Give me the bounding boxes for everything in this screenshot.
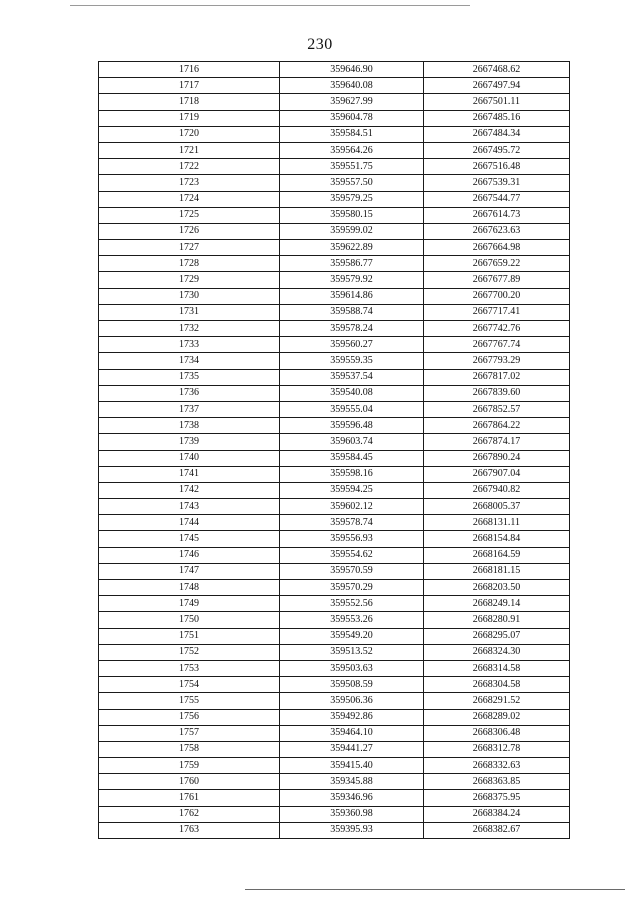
table-row [99, 466, 570, 482]
x-coordinate-cell: 359578.24 [280, 321, 424, 337]
x-coordinate-cell: 359599.02 [280, 223, 424, 239]
y-coordinate-cell: 2667677.89 [424, 272, 570, 288]
point-number-cell: 1754 [99, 677, 280, 693]
y-coordinate-cell: 2668314.58 [424, 660, 570, 676]
table-row [99, 369, 570, 385]
coordinates-table [98, 61, 570, 839]
y-coordinate-cell: 2668332.63 [424, 758, 570, 774]
x-coordinate-cell: 359415.40 [280, 758, 424, 774]
y-coordinate-cell: 2668131.11 [424, 515, 570, 531]
point-number-cell: 1745 [99, 531, 280, 547]
x-coordinate-cell: 359508.59 [280, 677, 424, 693]
point-number-cell: 1752 [99, 644, 280, 660]
table-row [99, 353, 570, 369]
bottom-rule [245, 889, 625, 890]
x-coordinate-cell: 359580.15 [280, 207, 424, 223]
table-row [99, 790, 570, 806]
point-number-cell: 1747 [99, 563, 280, 579]
point-number-cell: 1746 [99, 547, 280, 563]
y-coordinate-cell: 2667907.04 [424, 466, 570, 482]
table-row [99, 385, 570, 401]
table-row [99, 337, 570, 353]
x-coordinate-cell: 359559.35 [280, 353, 424, 369]
table-row [99, 709, 570, 725]
y-coordinate-cell: 2667539.31 [424, 175, 570, 191]
y-coordinate-cell: 2667497.94 [424, 78, 570, 94]
table-row [99, 644, 570, 660]
y-coordinate-cell: 2667793.29 [424, 353, 570, 369]
table-row [99, 304, 570, 320]
table-row [99, 741, 570, 757]
y-coordinate-cell: 2667516.48 [424, 159, 570, 175]
point-number-cell: 1760 [99, 774, 280, 790]
y-coordinate-cell: 2668291.52 [424, 693, 570, 709]
table-row [99, 628, 570, 644]
point-number-cell: 1743 [99, 499, 280, 515]
table-row [99, 110, 570, 126]
x-coordinate-cell: 359549.20 [280, 628, 424, 644]
point-number-cell: 1726 [99, 223, 280, 239]
table-row [99, 62, 570, 78]
x-coordinate-cell: 359570.29 [280, 580, 424, 596]
x-coordinate-cell: 359441.27 [280, 741, 424, 757]
x-coordinate-cell: 359553.26 [280, 612, 424, 628]
y-coordinate-cell: 2668306.48 [424, 725, 570, 741]
table-row [99, 207, 570, 223]
y-coordinate-cell: 2668181.15 [424, 563, 570, 579]
table-row [99, 774, 570, 790]
point-number-cell: 1762 [99, 806, 280, 822]
point-number-cell: 1737 [99, 401, 280, 417]
x-coordinate-cell: 359584.51 [280, 126, 424, 142]
table-row [99, 547, 570, 563]
point-number-cell: 1724 [99, 191, 280, 207]
table-row [99, 272, 570, 288]
table-row [99, 94, 570, 110]
point-number-cell: 1751 [99, 628, 280, 644]
table-row [99, 240, 570, 256]
page-number: 230 [307, 36, 333, 53]
table-row [99, 693, 570, 709]
x-coordinate-cell: 359537.54 [280, 369, 424, 385]
table-row [99, 418, 570, 434]
y-coordinate-cell: 2667468.62 [424, 62, 570, 78]
point-number-cell: 1755 [99, 693, 280, 709]
y-coordinate-cell: 2668295.07 [424, 628, 570, 644]
x-coordinate-cell: 359540.08 [280, 385, 424, 401]
point-number-cell: 1739 [99, 434, 280, 450]
point-number-cell: 1740 [99, 450, 280, 466]
x-coordinate-cell: 359622.89 [280, 240, 424, 256]
table-row [99, 482, 570, 498]
x-coordinate-cell: 359603.74 [280, 434, 424, 450]
point-number-cell: 1717 [99, 78, 280, 94]
x-coordinate-cell: 359346.96 [280, 790, 424, 806]
y-coordinate-cell: 2668324.30 [424, 644, 570, 660]
y-coordinate-cell: 2667614.73 [424, 207, 570, 223]
y-coordinate-cell: 2668312.78 [424, 741, 570, 757]
y-coordinate-cell: 2668280.91 [424, 612, 570, 628]
table-row [99, 191, 570, 207]
table-row [99, 434, 570, 450]
x-coordinate-cell: 359596.48 [280, 418, 424, 434]
point-number-cell: 1733 [99, 337, 280, 353]
y-coordinate-cell: 2668384.24 [424, 806, 570, 822]
table-row [99, 321, 570, 337]
table-row [99, 142, 570, 158]
x-coordinate-cell: 359556.93 [280, 531, 424, 547]
point-number-cell: 1720 [99, 126, 280, 142]
point-number-cell: 1758 [99, 741, 280, 757]
point-number-cell: 1723 [99, 175, 280, 191]
point-number-cell: 1721 [99, 142, 280, 158]
y-coordinate-cell: 2667501.11 [424, 94, 570, 110]
top-rule [70, 5, 470, 6]
x-coordinate-cell: 359557.50 [280, 175, 424, 191]
x-coordinate-cell: 359564.26 [280, 142, 424, 158]
point-number-cell: 1718 [99, 94, 280, 110]
y-coordinate-cell: 2667742.76 [424, 321, 570, 337]
table-row [99, 223, 570, 239]
table-row [99, 126, 570, 142]
x-coordinate-cell: 359604.78 [280, 110, 424, 126]
y-coordinate-cell: 2667544.77 [424, 191, 570, 207]
point-number-cell: 1748 [99, 580, 280, 596]
y-coordinate-cell: 2668375.95 [424, 790, 570, 806]
x-coordinate-cell: 359555.04 [280, 401, 424, 417]
x-coordinate-cell: 359554.62 [280, 547, 424, 563]
point-number-cell: 1719 [99, 110, 280, 126]
table-row [99, 612, 570, 628]
y-coordinate-cell: 2667623.63 [424, 223, 570, 239]
x-coordinate-cell: 359360.98 [280, 806, 424, 822]
table-row [99, 515, 570, 531]
y-coordinate-cell: 2667817.02 [424, 369, 570, 385]
y-coordinate-cell: 2667659.22 [424, 256, 570, 272]
y-coordinate-cell: 2667700.20 [424, 288, 570, 304]
x-coordinate-cell: 359594.25 [280, 482, 424, 498]
y-coordinate-cell: 2668249.14 [424, 596, 570, 612]
x-coordinate-cell: 359584.45 [280, 450, 424, 466]
x-coordinate-cell: 359579.92 [280, 272, 424, 288]
point-number-cell: 1727 [99, 240, 280, 256]
x-coordinate-cell: 359513.52 [280, 644, 424, 660]
table-row [99, 401, 570, 417]
table-row [99, 450, 570, 466]
point-number-cell: 1732 [99, 321, 280, 337]
x-coordinate-cell: 359570.59 [280, 563, 424, 579]
point-number-cell: 1729 [99, 272, 280, 288]
y-coordinate-cell: 2667864.22 [424, 418, 570, 434]
table-row [99, 660, 570, 676]
x-coordinate-cell: 359614.86 [280, 288, 424, 304]
y-coordinate-cell: 2667874.17 [424, 434, 570, 450]
y-coordinate-cell: 2667839.60 [424, 385, 570, 401]
y-coordinate-cell: 2667890.24 [424, 450, 570, 466]
table-row [99, 288, 570, 304]
table-row [99, 758, 570, 774]
table-row [99, 175, 570, 191]
point-number-cell: 1736 [99, 385, 280, 401]
y-coordinate-cell: 2667484.34 [424, 126, 570, 142]
y-coordinate-cell: 2668164.59 [424, 547, 570, 563]
table-row [99, 580, 570, 596]
table-row [99, 596, 570, 612]
x-coordinate-cell: 359492.86 [280, 709, 424, 725]
y-coordinate-cell: 2667717.41 [424, 304, 570, 320]
table-row [99, 531, 570, 547]
y-coordinate-cell: 2668203.50 [424, 580, 570, 596]
x-coordinate-cell: 359395.93 [280, 822, 424, 838]
point-number-cell: 1734 [99, 353, 280, 369]
x-coordinate-cell: 359560.27 [280, 337, 424, 353]
point-number-cell: 1742 [99, 482, 280, 498]
x-coordinate-cell: 359602.12 [280, 499, 424, 515]
table-row [99, 159, 570, 175]
table-row [99, 78, 570, 94]
x-coordinate-cell: 359627.99 [280, 94, 424, 110]
table-row [99, 563, 570, 579]
point-number-cell: 1761 [99, 790, 280, 806]
x-coordinate-cell: 359506.36 [280, 693, 424, 709]
point-number-cell: 1744 [99, 515, 280, 531]
y-coordinate-cell: 2668363.85 [424, 774, 570, 790]
y-coordinate-cell: 2667852.57 [424, 401, 570, 417]
point-number-cell: 1756 [99, 709, 280, 725]
table-row [99, 256, 570, 272]
point-number-cell: 1725 [99, 207, 280, 223]
table-row [99, 499, 570, 515]
x-coordinate-cell: 359598.16 [280, 466, 424, 482]
x-coordinate-cell: 359464.10 [280, 725, 424, 741]
point-number-cell: 1738 [99, 418, 280, 434]
point-number-cell: 1759 [99, 758, 280, 774]
x-coordinate-cell: 359586.77 [280, 256, 424, 272]
x-coordinate-cell: 359588.74 [280, 304, 424, 320]
point-number-cell: 1716 [99, 62, 280, 78]
y-coordinate-cell: 2668154.84 [424, 531, 570, 547]
x-coordinate-cell: 359345.88 [280, 774, 424, 790]
x-coordinate-cell: 359578.74 [280, 515, 424, 531]
point-number-cell: 1722 [99, 159, 280, 175]
y-coordinate-cell: 2668382.67 [424, 822, 570, 838]
table-row [99, 725, 570, 741]
table-row [99, 806, 570, 822]
point-number-cell: 1741 [99, 466, 280, 482]
y-coordinate-cell: 2667767.74 [424, 337, 570, 353]
x-coordinate-cell: 359579.25 [280, 191, 424, 207]
y-coordinate-cell: 2668304.58 [424, 677, 570, 693]
y-coordinate-cell: 2667485.16 [424, 110, 570, 126]
point-number-cell: 1753 [99, 660, 280, 676]
x-coordinate-cell: 359551.75 [280, 159, 424, 175]
point-number-cell: 1730 [99, 288, 280, 304]
point-number-cell: 1757 [99, 725, 280, 741]
point-number-cell: 1728 [99, 256, 280, 272]
x-coordinate-cell: 359646.90 [280, 62, 424, 78]
x-coordinate-cell: 359640.08 [280, 78, 424, 94]
y-coordinate-cell: 2668005.37 [424, 499, 570, 515]
point-number-cell: 1749 [99, 596, 280, 612]
point-number-cell: 1731 [99, 304, 280, 320]
y-coordinate-cell: 2668289.02 [424, 709, 570, 725]
table-row [99, 677, 570, 693]
x-coordinate-cell: 359503.63 [280, 660, 424, 676]
point-number-cell: 1735 [99, 369, 280, 385]
table-row [99, 822, 570, 838]
coordinates-table-body [99, 62, 570, 839]
y-coordinate-cell: 2667495.72 [424, 142, 570, 158]
y-coordinate-cell: 2667940.82 [424, 482, 570, 498]
point-number-cell: 1750 [99, 612, 280, 628]
x-coordinate-cell: 359552.56 [280, 596, 424, 612]
point-number-cell: 1763 [99, 822, 280, 838]
y-coordinate-cell: 2667664.98 [424, 240, 570, 256]
